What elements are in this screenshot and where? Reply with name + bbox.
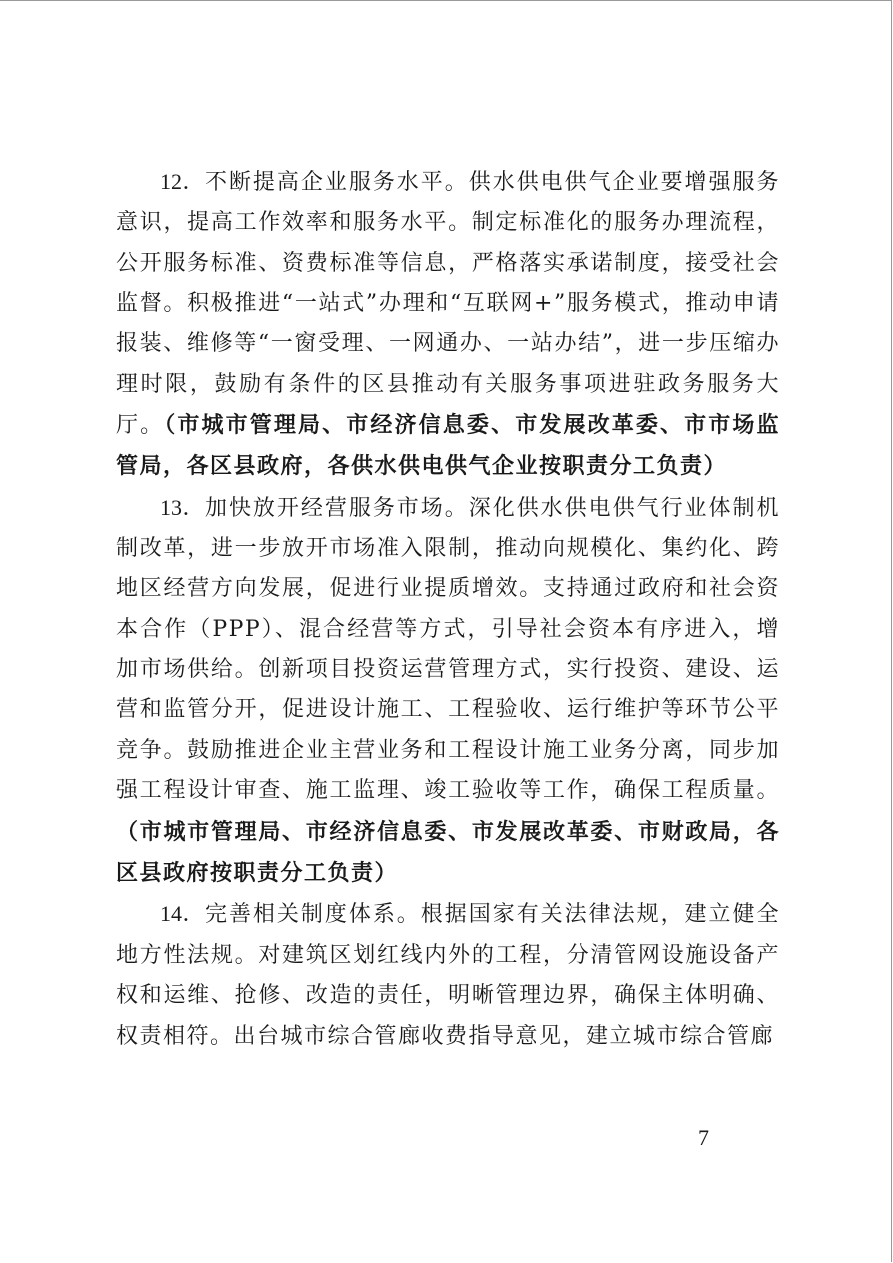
page-number: 7 <box>698 1125 709 1150</box>
document-body <box>116 162 780 1058</box>
paragraph-number: 13． <box>160 494 205 520</box>
paragraph-13 <box>116 488 780 894</box>
paragraph-number: 14． <box>160 901 205 927</box>
paragraph-text: 不断提高企业服务水平。供水供电供气企业要增强服务意识，提高工作效率和服务水平。制定标准化的服务办理流程，公开服务标准、资费标准等信息，严格落实承诺制度，接受社会监督。积极推进“一站式”办理和“互联网+”服务模式，推动申请报装、维修等“一窗受理、一网通办、一站办结”，进一步压缩办理时限，鼓励有条件的区县推动有关服务事项进驻政务服务大厅。 <box>116 170 780 439</box>
paragraph-text: 加快放开经营服务市场。深化供水供电供气行业体制机制改革，进一步放开市场准入限制，推动向规模化、集约化、跨地区经营方向发展，促进行业提质增效。支持通过政府和社会资本合作（PPP）、混合经营等方式，引导社会资本有序进入，增加市场供给。创新项目投资运营管理方式，实行投资、建设、运营和监管分开，促进设计施工、工程验收、运行维护等环节公平竞争。鼓励推进企业主营业务和工程设计施工业务分离，同步加强工程设计审查、施工监理、竣工验收等工作，确保工程质量。 <box>116 495 780 804</box>
paragraph-12 <box>116 162 780 488</box>
responsibility-note: （市城市管理局、市经济信息委、市发展改革委、市市场监管局，各区县政府，各供水供电供气企业按职责分工负责） <box>116 412 780 480</box>
paragraph-14 <box>116 894 780 1057</box>
paragraph-text: 完善相关制度体系。根据国家有关法律法规，建立健全地方性法规。对建筑区划红线内外的工程，分清管网设施设备产权和运维、抢修、改造的责任，明晰管理边界，确保主体明确、权责相符。出台城市综合管廊收费指导意见，建立城市综合管廊 <box>116 902 780 1050</box>
responsibility-note: （市城市管理局、市经济信息委、市发展改革委、市财政局，各区县政府按职责分工负责） <box>116 818 780 886</box>
paragraph-number: 12． <box>160 169 205 194</box>
